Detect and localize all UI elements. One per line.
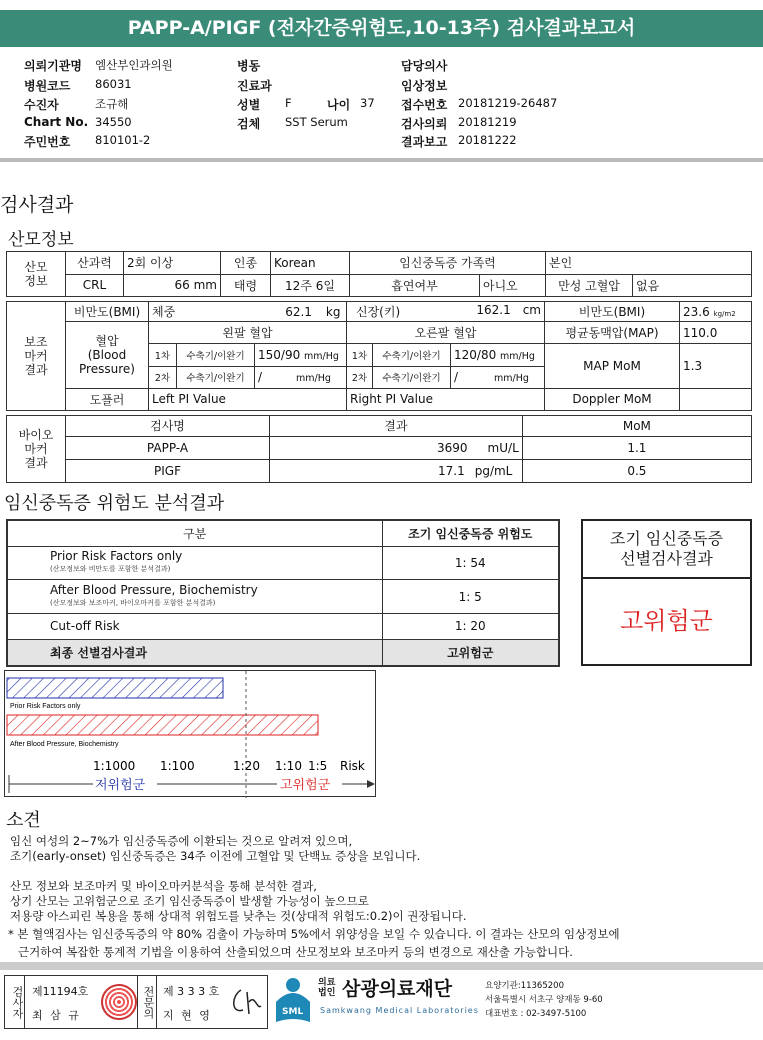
ward-label: 병동	[237, 59, 261, 73]
height-cell	[347, 302, 545, 322]
right-bp-2-unit: mm/Hg	[494, 373, 529, 385]
opinion-text	[10, 834, 467, 924]
height-label: 신장(키)	[356, 305, 401, 320]
crl-value	[124, 274, 221, 297]
age-value: 37	[360, 96, 375, 110]
section-opinion: 소견	[6, 810, 41, 831]
smoking-label: 흡연여부	[350, 274, 480, 297]
bio-result	[270, 459, 523, 482]
right-sys-dia-2: 수축기/이완기	[373, 366, 451, 388]
specialist-label: 전문의	[137, 976, 157, 1028]
sex-label: 성별	[237, 98, 261, 112]
bmi-unit: kg/m2	[713, 309, 736, 318]
low-risk-label: 저위험군	[95, 778, 146, 793]
id-no-label: 주민번호	[24, 135, 71, 149]
seal-stamp-icon	[101, 984, 137, 1020]
aux-row-label: 보조 마커 결과	[7, 302, 66, 411]
risk-row-title: After Blood Pressure, Biochemistry	[50, 582, 258, 597]
clinical-label: 임상정보	[401, 79, 448, 93]
specialist-name: 지 현 영	[163, 1009, 212, 1022]
bio-value: 17.1	[438, 463, 465, 478]
weight-unit: kg	[325, 305, 341, 320]
report-date-value: 20181222	[458, 133, 517, 147]
dept-label: 진료과	[237, 79, 272, 93]
bar-after-label: After Blood Pressure, Biochemistry	[10, 741, 119, 748]
right-bp-1	[451, 344, 545, 366]
hospital-code-value: 86031	[95, 77, 132, 91]
right-pi-label: Right PI Value	[347, 388, 545, 410]
ga-label: 태령	[221, 274, 271, 297]
examiner-name: 최 삼 규	[32, 1009, 81, 1022]
left-bp-1-value: 150/90	[258, 347, 301, 362]
left-pi-label: Left PI Value	[149, 388, 347, 410]
family-history-label: 임신중독증 가족력	[350, 252, 546, 275]
bio-result	[270, 436, 523, 459]
height-unit: cm	[522, 303, 541, 318]
specimen-value: SST Serum	[285, 115, 348, 129]
patient-label: 수진자	[24, 98, 59, 112]
right-second-label: 2차	[347, 366, 373, 388]
range-arrow-icon	[367, 780, 375, 788]
bio-unit: pg/mL	[474, 463, 513, 478]
bio-unit: mU/L	[487, 440, 519, 455]
request-value: 20181219	[458, 115, 517, 129]
age-label: 나이	[327, 98, 351, 112]
left-bp-label: 왼팔 혈압	[149, 322, 347, 344]
report-title: PAPP-A/PIGF (전자간증위험도,10-13주) 검사결과보고서	[0, 10, 763, 47]
left-second-label: 2차	[149, 366, 177, 388]
bar-prior-label: Prior Risk Factors only	[10, 703, 81, 710]
bio-test-name: PAPP-A	[66, 436, 270, 459]
tick-20: 1:20	[233, 759, 260, 773]
risk-row-value: 1: 20	[382, 613, 559, 639]
crl-number: 66	[174, 278, 190, 293]
risk-col-value: 조기 임신중독증 위험도	[382, 520, 559, 546]
bio-mom: 0.5	[522, 459, 751, 482]
footnote-line: * 본 혈액검사는 임신중독증의 약 80% 검출이 가능하며 5%에서 위양성을 보일 수 있습니다. 이 결과는 산모의 임상정보에	[8, 927, 620, 941]
maternal-row-label: 산모 정보	[7, 252, 66, 297]
left-bp-2-value: /	[258, 370, 263, 385]
crl-unit: mm	[193, 278, 217, 293]
parity-label: 산과력	[66, 252, 124, 275]
section-risk: 임신중독증 위험도 분석결과	[4, 493, 225, 514]
specialist-no: 제 3 3 3 호	[163, 985, 220, 998]
header-divider	[0, 158, 763, 162]
risk-row	[7, 613, 559, 639]
chronic-htn-value: 없음	[633, 274, 752, 297]
left-bp-2-unit: mm/Hg	[296, 373, 331, 385]
risk-row-label	[7, 580, 382, 613]
parity-value: 2회 이상	[124, 252, 221, 275]
ga-value: 12주 6일	[271, 274, 350, 297]
opinion-line: 임신 여성의 2~7%가 임신중독증에 이환되는 것으로 알려져 있으며,	[10, 834, 353, 848]
height-value: 162.1	[476, 303, 511, 318]
risk-row	[7, 546, 559, 579]
weight-label: 체중	[152, 305, 176, 320]
bio-row	[7, 459, 752, 482]
risk-row-label: Cut-off Risk	[7, 613, 382, 639]
bio-value: 3690	[437, 440, 468, 455]
risk-row-note: (산모정보와 보조마커, 바이오마커를 포함한 분석결과)	[50, 598, 216, 607]
final-result-row	[7, 640, 559, 666]
section-maternal: 산모정보	[8, 230, 74, 250]
sex-value: F	[285, 96, 292, 110]
bio-mom: 1.1	[522, 436, 751, 459]
screening-result-box	[581, 519, 752, 666]
risk-row-title: Prior Risk Factors only	[50, 549, 183, 564]
opinion-line: 상기 산모는 고위험군으로 조기 임신중독증이 발생할 가능성이 높으므로	[10, 894, 369, 908]
bmi2-label: 비만도(BMI)	[545, 302, 680, 322]
risk-row-label	[7, 546, 382, 579]
tick-1000: 1:1000	[93, 759, 136, 773]
opinion-line: 조기(early-onset) 임신중독증은 34주 이전에 고혈압 및 단백뇨 증상을 보입니다.	[10, 849, 421, 863]
bar-prior	[7, 678, 223, 698]
footnote-line: 근거하여 복잡한 통계적 기법을 이용하여 산출되었으며 산모정보와 보조마커 등의 변경으로 재산출 가능합니다.	[18, 945, 573, 959]
race-value: Korean	[271, 252, 350, 275]
request-label: 검사의뢰	[401, 117, 448, 131]
risk-row-value: 1: 5	[382, 580, 559, 613]
opinion-line: 저용량 아스피린 복용을 통해 상대적 위험도를 낮추는 것(상대적 위험도:0.2)이 권장됩니다.	[10, 909, 467, 923]
examiner-label: 검사자	[5, 976, 25, 1028]
family-history-value: 본인	[546, 252, 752, 275]
org-name: 삼광의료재단	[342, 978, 453, 1000]
right-sys-dia-1: 수축기/이완기	[373, 344, 451, 366]
doppler-label: 도플러	[66, 388, 149, 410]
tick-100: 1:100	[160, 759, 195, 773]
risk-col-category: 구분	[7, 520, 382, 546]
screening-box-value: 고위험군	[620, 607, 713, 635]
bio-row-label: 바이오 마커 결과	[7, 416, 66, 483]
tick-10: 1:10	[275, 759, 302, 773]
doctor-label: 담당의사	[401, 59, 448, 73]
footer-divider	[0, 962, 763, 970]
bio-col-result: 결과	[270, 416, 523, 437]
left-bp-1	[255, 344, 347, 366]
risk-bar-svg	[5, 671, 377, 798]
maternal-table	[6, 251, 752, 297]
left-bp-1-unit: mm/Hg	[304, 350, 339, 362]
section-result: 검사결과	[0, 194, 74, 216]
risk-bar-chart	[4, 670, 376, 797]
map-mom-value: 1.3	[680, 344, 752, 388]
bar-after	[7, 715, 318, 735]
risk-row-note: (산모정보와 비만도를 포함한 분석결과)	[50, 565, 171, 574]
report-date-label: 결과보고	[401, 135, 448, 149]
map-value: 110.0	[680, 322, 752, 344]
bmi-value: 23.6	[683, 304, 710, 319]
doppler-mom-value	[680, 388, 752, 410]
right-first-label: 1차	[347, 344, 373, 366]
left-sys-dia-2: 수축기/이완기	[177, 366, 255, 388]
left-bp-2	[255, 366, 347, 388]
hospital-code-label: 병원코드	[24, 79, 71, 93]
right-bp-1-unit: mm/Hg	[500, 350, 535, 362]
logo-text: SML	[282, 1007, 304, 1017]
id-no-value: 810101-2	[95, 133, 151, 147]
final-result-value: 고위험군	[382, 640, 559, 666]
signature-icon	[227, 984, 265, 1020]
chronic-htn-label: 만성 고혈압	[546, 274, 633, 297]
risk-row-value: 1: 54	[382, 546, 559, 579]
right-bp-label: 오른팔 혈압	[347, 322, 545, 344]
sml-logo-icon	[272, 976, 314, 1026]
tick-risk: Risk	[340, 759, 365, 773]
weight-cell	[149, 302, 347, 322]
right-bp-2	[451, 366, 545, 388]
map-label: 평균동맥압(MAP)	[545, 322, 680, 344]
receipt-label: 접수번호	[401, 98, 448, 112]
examiner-no: 제11194호	[32, 985, 89, 998]
specimen-label: 검체	[237, 117, 261, 131]
left-sys-dia-1: 수축기/이완기	[177, 344, 255, 366]
screening-box-title: 조기 임신중독증 선별검사결과	[583, 521, 750, 579]
bio-row	[7, 436, 752, 459]
tick-5: 1:5	[308, 759, 328, 773]
weight-value: 62.1	[285, 305, 312, 320]
right-bp-1-value: 120/80	[454, 347, 497, 362]
org-name-en: Samkwang Medical Laboratories	[320, 1006, 479, 1015]
bio-col-test: 검사명	[66, 416, 270, 437]
left-first-label: 1차	[149, 344, 177, 366]
aux-marker-table	[6, 301, 752, 411]
footnote	[8, 925, 620, 961]
bmi-cell	[680, 302, 752, 322]
org-address: 서울특별시 서초구 양재동 9-60	[485, 995, 603, 1005]
risk-table	[6, 519, 560, 667]
sml-logo-svg	[272, 976, 314, 1026]
receipt-value: 20181219-26487	[458, 96, 558, 110]
chart-no-value: 34550	[95, 115, 132, 129]
doppler-mom-label: Doppler MoM	[545, 388, 680, 410]
institution-label: 의뢰기관명	[24, 59, 82, 73]
org-tel: 대표번호 : 02-3497-5100	[485, 1009, 587, 1019]
map-mom-label: MAP MoM	[545, 344, 680, 388]
signature-box	[4, 975, 268, 1029]
legal-entity: 의료 법인	[318, 978, 336, 998]
high-risk-label: 고위험군	[280, 778, 331, 793]
bio-test-name: PIGF	[66, 459, 270, 482]
opinion-line: 산모 정보와 보조마커 및 바이오마커분석을 통해 분석한 결과,	[10, 879, 317, 893]
final-result-label: 최종 선별검사결과	[7, 640, 382, 666]
org-code: 요양기관:11365200	[485, 981, 564, 991]
chart-no-label: Chart No.	[24, 115, 89, 129]
bio-col-mom: MoM	[522, 416, 751, 437]
right-bp-2-value: /	[454, 370, 459, 385]
crl-label: CRL	[66, 274, 124, 297]
bp-label: 혈압 (Blood Pressure)	[66, 322, 149, 389]
bmi-label: 비만도(BMI)	[66, 302, 149, 322]
patient-value: 조규해	[95, 97, 129, 111]
risk-row	[7, 580, 559, 613]
biomarker-table	[6, 415, 752, 483]
smoking-value: 아니오	[480, 274, 546, 297]
race-label: 인종	[221, 252, 271, 275]
org-contact	[485, 979, 603, 1021]
institution-value: 엠산부인과의원	[95, 58, 173, 72]
